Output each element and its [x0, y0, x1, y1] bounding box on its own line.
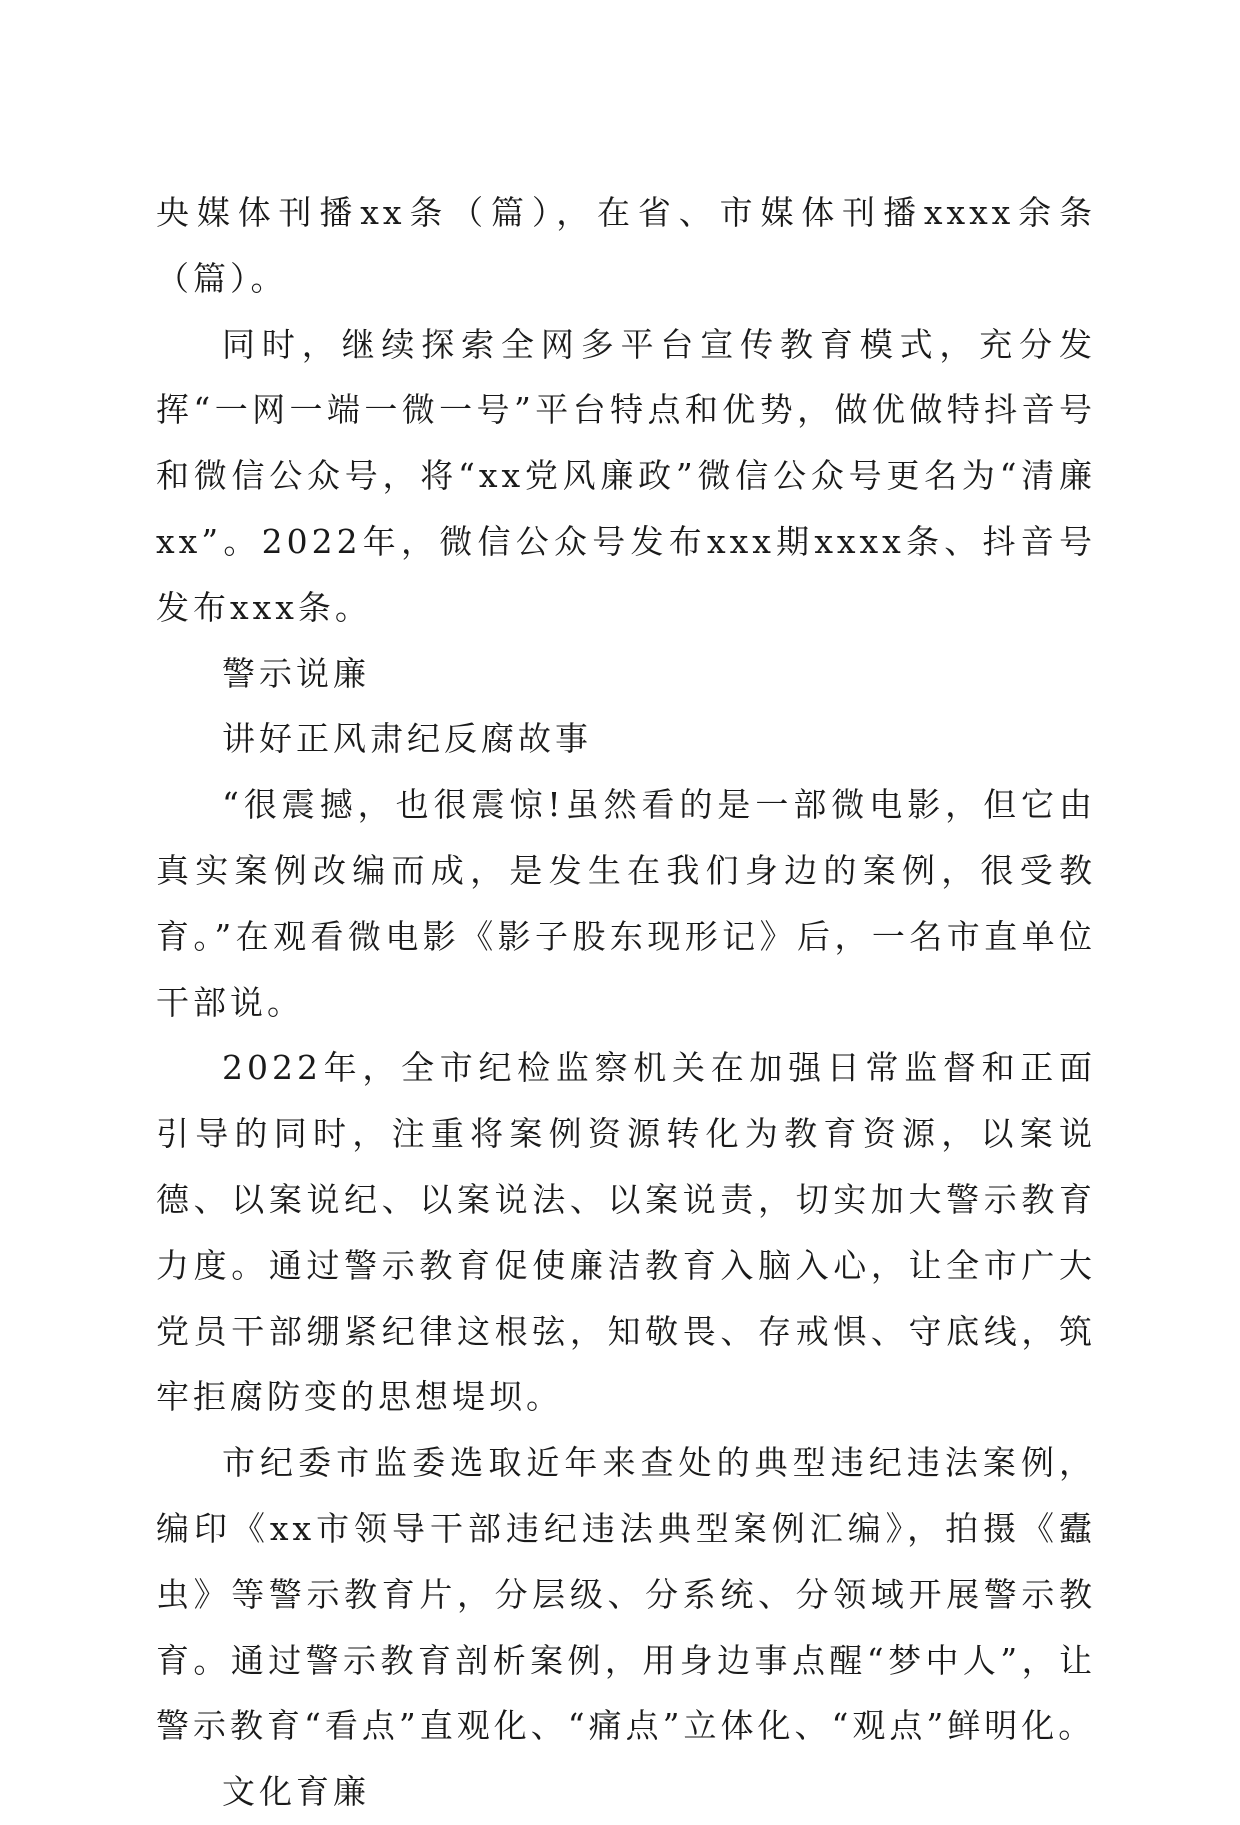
paragraph-quote: “很震撼，也很震惊!虽然看的是一部微电影，但它由真实案例改编而成，是发生在我们身边的案例，很受教育。”在观看微电影《影子股东现形记》后，一名市直单位干部说。 [156, 785, 1096, 1022]
section-heading-warning: 警示说廉 [222, 653, 370, 693]
paragraph-cases: 市纪委市监委选取近年来查处的典型违纪违法案例，编印《xx市领导干部违纪违法典型案例汇编》，拍摄《蠹虫》等警示教育片，分层级、分系统、分领域开展警示教育。通过警示教育剖析案例，用身边事点醒“梦中人”，让警示教育“看点”直观化、“痛点”立体化、“观点”鲜明化。 [156, 1443, 1096, 1746]
paragraph-2: 同时，继续探索全网多平台宣传教育模式，充分发挥“一网一端一微一号”平台特点和优势，做优做特抖音号和微信公众号，将“xx党风廉政”微信公众号更名为“清廉xx”。2022年，微信公众号发布xxx期xxxx条、抖音号发布xxx条。 [156, 324, 1096, 627]
document-body [156, 180, 1096, 1825]
section-heading-culture: 文化育廉 [222, 1772, 370, 1812]
paragraph-1: 央媒体刊播xx条（篇），在省、市媒体刊播xxxx余条（篇）。 [156, 193, 1096, 298]
paragraph-2022: 2022年，全市纪检监察机关在加强日常监督和正面引导的同时，注重将案例资源转化为教育资源，以案说德、以案说纪、以案说法、以案说责，切实加大警示教育力度。通过警示教育促使廉洁教育入脑入心，让全市广大党员干部绷紧纪律这根弦，知敬畏、存戒惧、守底线，筑牢拒腐防变的思想堤坝。 [156, 1048, 1096, 1417]
section-subheading-stories: 讲好正风肃纪反腐故事 [222, 719, 592, 759]
